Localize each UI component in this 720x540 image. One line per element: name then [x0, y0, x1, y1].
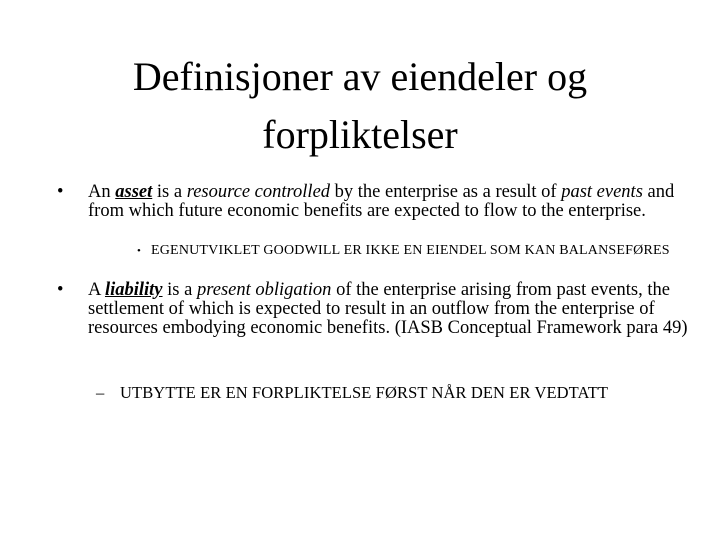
liability-text-2: is a	[162, 280, 197, 300]
sub-bullet-marker: •	[137, 245, 142, 257]
sub-item-dividend	[96, 383, 700, 403]
goodwill-text: EGENUTVIKLET GOODWILL ER IKKE EN EIENDEL SOM KAN BALANSEFØRES	[151, 243, 670, 258]
title-line-2: forpliktelser	[262, 112, 458, 157]
asset-text-1: An	[88, 182, 116, 202]
title-line-1: Definisjoner av eiendeler og	[132, 54, 588, 99]
asset-text-2: is a	[152, 182, 187, 202]
liability-emphasis-present-obligation: present obligation	[196, 280, 332, 300]
dividend-text: UTBYTTE ER EN FORPLIKTELSE FØRST NÅR DEN ER VEDTATT	[120, 383, 609, 402]
sub-bullet-goodwill	[137, 243, 671, 259]
slide-title	[60, 48, 660, 164]
dash-marker: –	[96, 383, 105, 402]
bullet-marker: •	[57, 182, 64, 202]
bullet-marker: •	[57, 280, 64, 300]
asset-term: asset	[115, 182, 153, 202]
asset-text-4: and from which future economic benefits are expected to flow to the enterprise.	[88, 182, 675, 221]
asset-text-3: by the enterprise as a result of	[330, 182, 562, 202]
asset-emphasis-resource-controlled: resource controlled	[186, 182, 331, 202]
bullet-asset-definition	[57, 182, 688, 221]
liability-text-3: of the enterprise arising from past events, the settlement of which is expected to result in an outflow from the enterprise of resources embodying economic benefits. (IASB Conceptual Framework para 49)	[88, 280, 688, 338]
liability-text-1: A	[88, 280, 105, 300]
bullet-liability-definition	[57, 280, 688, 338]
asset-emphasis-past-events: past events	[561, 182, 643, 202]
liability-term: liability	[104, 280, 163, 300]
